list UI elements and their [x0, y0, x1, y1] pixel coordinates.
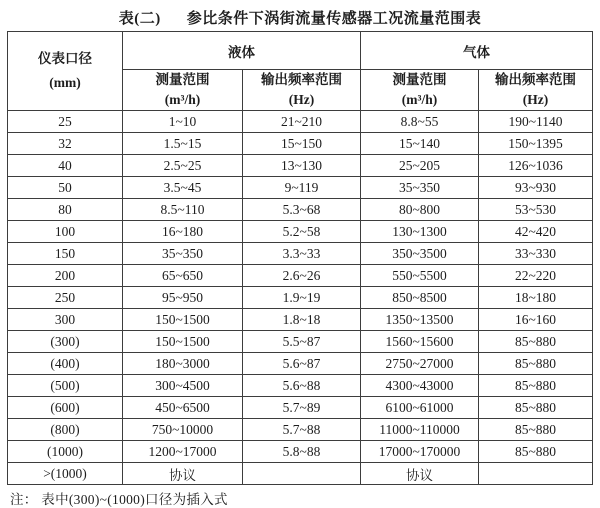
cell-diameter: 80 [8, 199, 123, 221]
cell-diameter: (1000) [8, 441, 123, 463]
table-row [8, 265, 593, 287]
header-liquid-freq-label: 输出频率范围 [261, 72, 342, 87]
cell-liquid-freq: 5.3~68 [243, 199, 361, 221]
table-row [8, 199, 593, 221]
table-row [8, 309, 593, 331]
table-row [8, 287, 593, 309]
header-gas-freq-label: 输出频率范围 [495, 72, 576, 87]
table-row [8, 133, 593, 155]
cell-liquid-range: 300~4500 [123, 375, 243, 397]
cell-liquid-freq: 5.6~87 [243, 353, 361, 375]
header-liquid: 液体 [123, 32, 361, 70]
cell-gas-range: 1560~15600 [361, 331, 479, 353]
cell-gas-freq: 53~530 [479, 199, 593, 221]
cell-liquid-range: 1200~17000 [123, 441, 243, 463]
cell-liquid-freq: 5.8~88 [243, 441, 361, 463]
cell-gas-range: 1350~13500 [361, 309, 479, 331]
cell-gas-freq: 85~880 [479, 419, 593, 441]
cell-liquid-freq: 5.5~87 [243, 331, 361, 353]
cell-liquid-freq: 3.3~33 [243, 243, 361, 265]
cell-gas-freq: 16~160 [479, 309, 593, 331]
cell-gas-range: 550~5500 [361, 265, 479, 287]
cell-gas-freq: 18~180 [479, 287, 593, 309]
cell-liquid-range: 450~6500 [123, 397, 243, 419]
header-diameter-label: 仪表口径 [38, 51, 92, 66]
cell-liquid-freq: 13~130 [243, 155, 361, 177]
cell-gas-range: 80~800 [361, 199, 479, 221]
cell-gas-freq: 126~1036 [479, 155, 593, 177]
table-row [8, 155, 593, 177]
cell-diameter: 25 [8, 111, 123, 133]
cell-liquid-freq: 5.7~88 [243, 419, 361, 441]
cell-gas-range: 6100~61000 [361, 397, 479, 419]
cell-liquid-range: 协议 [123, 463, 243, 485]
cell-liquid-range: 180~3000 [123, 353, 243, 375]
cell-liquid-range: 8.5~110 [123, 199, 243, 221]
cell-liquid-freq [243, 463, 361, 485]
cell-gas-freq: 85~880 [479, 397, 593, 419]
cell-liquid-range: 65~650 [123, 265, 243, 287]
cell-gas-range: 协议 [361, 463, 479, 485]
cell-gas-range: 130~1300 [361, 221, 479, 243]
table-row [8, 111, 593, 133]
cell-diameter: 200 [8, 265, 123, 287]
table-row [8, 243, 593, 265]
cell-liquid-range: 1.5~15 [123, 133, 243, 155]
cell-gas-freq [479, 463, 593, 485]
table-row [8, 397, 593, 419]
cell-diameter: (400) [8, 353, 123, 375]
cell-liquid-range: 150~1500 [123, 331, 243, 353]
header-liquid-freq-unit: (Hz) [288, 92, 315, 107]
cell-liquid-freq: 5.2~58 [243, 221, 361, 243]
header-gas-measure [361, 70, 479, 111]
cell-diameter: (300) [8, 331, 123, 353]
header-gas-measure-unit: (m³/h) [401, 92, 438, 107]
table-row [8, 463, 593, 485]
footnote: 注： 表中(300)~(1000)口径为插入式 [10, 492, 228, 507]
cell-liquid-freq: 1.8~18 [243, 309, 361, 331]
table-row [8, 375, 593, 397]
cell-gas-freq: 42~420 [479, 221, 593, 243]
table-title-text: 参比条件下涡街流量传感器工况流量范围表 [186, 11, 482, 27]
cell-liquid-freq: 5.7~89 [243, 397, 361, 419]
header-liquid-measure [123, 70, 243, 111]
cell-gas-range: 35~350 [361, 177, 479, 199]
cell-diameter: 300 [8, 309, 123, 331]
cell-diameter: 50 [8, 177, 123, 199]
table-body [8, 111, 593, 485]
cell-gas-freq: 33~330 [479, 243, 593, 265]
cell-diameter: 32 [8, 133, 123, 155]
cell-liquid-range: 150~1500 [123, 309, 243, 331]
header-row-top [8, 32, 593, 70]
flow-range-table [7, 31, 593, 485]
cell-diameter: 250 [8, 287, 123, 309]
cell-liquid-freq: 15~150 [243, 133, 361, 155]
header-gas-measure-label: 测量范围 [392, 72, 447, 87]
header-gas-freq-unit: (Hz) [522, 92, 549, 107]
cell-liquid-range: 95~950 [123, 287, 243, 309]
table-row [8, 441, 593, 463]
cell-liquid-range: 1~10 [123, 111, 243, 133]
header-liquid-freq [243, 70, 361, 111]
cell-gas-range: 2750~27000 [361, 353, 479, 375]
header-liquid-measure-unit: (m³/h) [164, 92, 201, 107]
cell-liquid-range: 16~180 [123, 221, 243, 243]
cell-gas-range: 8.8~55 [361, 111, 479, 133]
cell-gas-range: 17000~170000 [361, 441, 479, 463]
cell-gas-freq: 190~1140 [479, 111, 593, 133]
cell-gas-range: 11000~110000 [361, 419, 479, 441]
cell-liquid-range: 750~10000 [123, 419, 243, 441]
cell-diameter: 40 [8, 155, 123, 177]
cell-diameter: (800) [8, 419, 123, 441]
header-diameter [8, 32, 123, 111]
cell-diameter: >(1000) [8, 463, 123, 485]
cell-diameter: (500) [8, 375, 123, 397]
cell-gas-range: 25~205 [361, 155, 479, 177]
table-row [8, 221, 593, 243]
header-gas: 气体 [361, 32, 593, 70]
table-row [8, 419, 593, 441]
header-diameter-unit: (mm) [49, 75, 81, 90]
cell-liquid-range: 2.5~25 [123, 155, 243, 177]
cell-diameter: 150 [8, 243, 123, 265]
cell-gas-freq: 85~880 [479, 375, 593, 397]
cell-gas-range: 4300~43000 [361, 375, 479, 397]
cell-gas-range: 850~8500 [361, 287, 479, 309]
cell-liquid-range: 3.5~45 [123, 177, 243, 199]
cell-diameter: (600) [8, 397, 123, 419]
cell-gas-freq: 85~880 [479, 353, 593, 375]
page-title [0, 7, 600, 28]
cell-gas-freq: 85~880 [479, 441, 593, 463]
cell-liquid-freq: 5.6~88 [243, 375, 361, 397]
table-number-label: 表(二) [118, 11, 161, 27]
cell-liquid-freq: 21~210 [243, 111, 361, 133]
cell-diameter: 100 [8, 221, 123, 243]
header-gas-freq [479, 70, 593, 111]
cell-gas-freq: 85~880 [479, 331, 593, 353]
table-row [8, 353, 593, 375]
cell-liquid-freq: 1.9~19 [243, 287, 361, 309]
table-row [8, 177, 593, 199]
header-liquid-measure-label: 测量范围 [155, 72, 210, 87]
cell-liquid-freq: 2.6~26 [243, 265, 361, 287]
cell-liquid-range: 35~350 [123, 243, 243, 265]
cell-gas-freq: 93~930 [479, 177, 593, 199]
cell-liquid-freq: 9~119 [243, 177, 361, 199]
cell-gas-freq: 150~1395 [479, 133, 593, 155]
cell-gas-range: 350~3500 [361, 243, 479, 265]
cell-gas-freq: 22~220 [479, 265, 593, 287]
table-row [8, 331, 593, 353]
cell-gas-range: 15~140 [361, 133, 479, 155]
